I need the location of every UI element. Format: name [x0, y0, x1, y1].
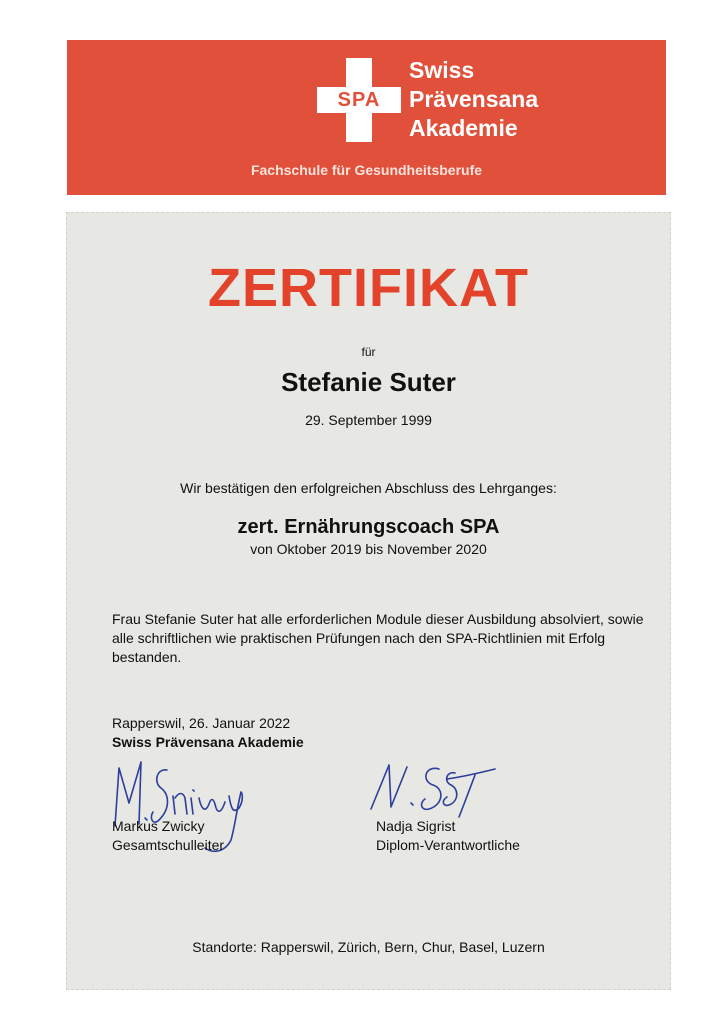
- completion-statement: Frau Stefanie Suter hat alle erforderlichen Module dieser Ausbildung absolviert, sowie alle schriftlichen wie praktischen Prüfungen nach den SPA-Richtlinien mit Erfolg bestanden.: [112, 611, 644, 665]
- signatory-1-role: Gesamtschulleiter: [112, 837, 225, 853]
- course-period: von Oktober 2019 bis November 2020: [250, 541, 487, 557]
- birth-date: 29. September 1999: [305, 412, 432, 428]
- for-label: für: [361, 345, 376, 359]
- header-banner: [67, 40, 666, 195]
- brand-line-2: Prävensana: [409, 86, 539, 112]
- brand-name: [409, 56, 538, 143]
- certificate-paper: [66, 212, 671, 990]
- header-subtitle: Fachschule für Gesundheitsberufe: [250, 162, 483, 178]
- place-date: Rapperswil, 26. Januar 2022: [112, 715, 291, 731]
- locations-footer: Standorte: Rapperswil, Zürich, Bern, Chur, Basel, Luzern: [192, 939, 545, 955]
- brand-line-1: Swiss: [409, 57, 475, 83]
- course-name: zert. Ernährungscoach SPA: [237, 516, 500, 538]
- confirmation-text: Wir bestätigen den erfolgreichen Abschluss des Lehrganges:: [180, 480, 557, 496]
- brand-line-3: Akademie: [409, 115, 518, 141]
- signatory-2-name: Nadja Sigrist: [376, 818, 456, 834]
- signatory-2-role: Diplom-Verantwortliche: [376, 837, 520, 853]
- swiss-cross-logo: [317, 58, 401, 142]
- issuer-name: Swiss Prävensana Akademie: [112, 734, 304, 750]
- signatory-2: [376, 817, 520, 855]
- signatory-1: [112, 817, 224, 855]
- certificate-title: ZERTIFIKAT: [208, 258, 529, 318]
- signatory-1-name: Markus Zwicky: [112, 818, 205, 834]
- recipient-name: Stefanie Suter: [281, 367, 456, 397]
- logo-badge: SPA: [337, 89, 381, 111]
